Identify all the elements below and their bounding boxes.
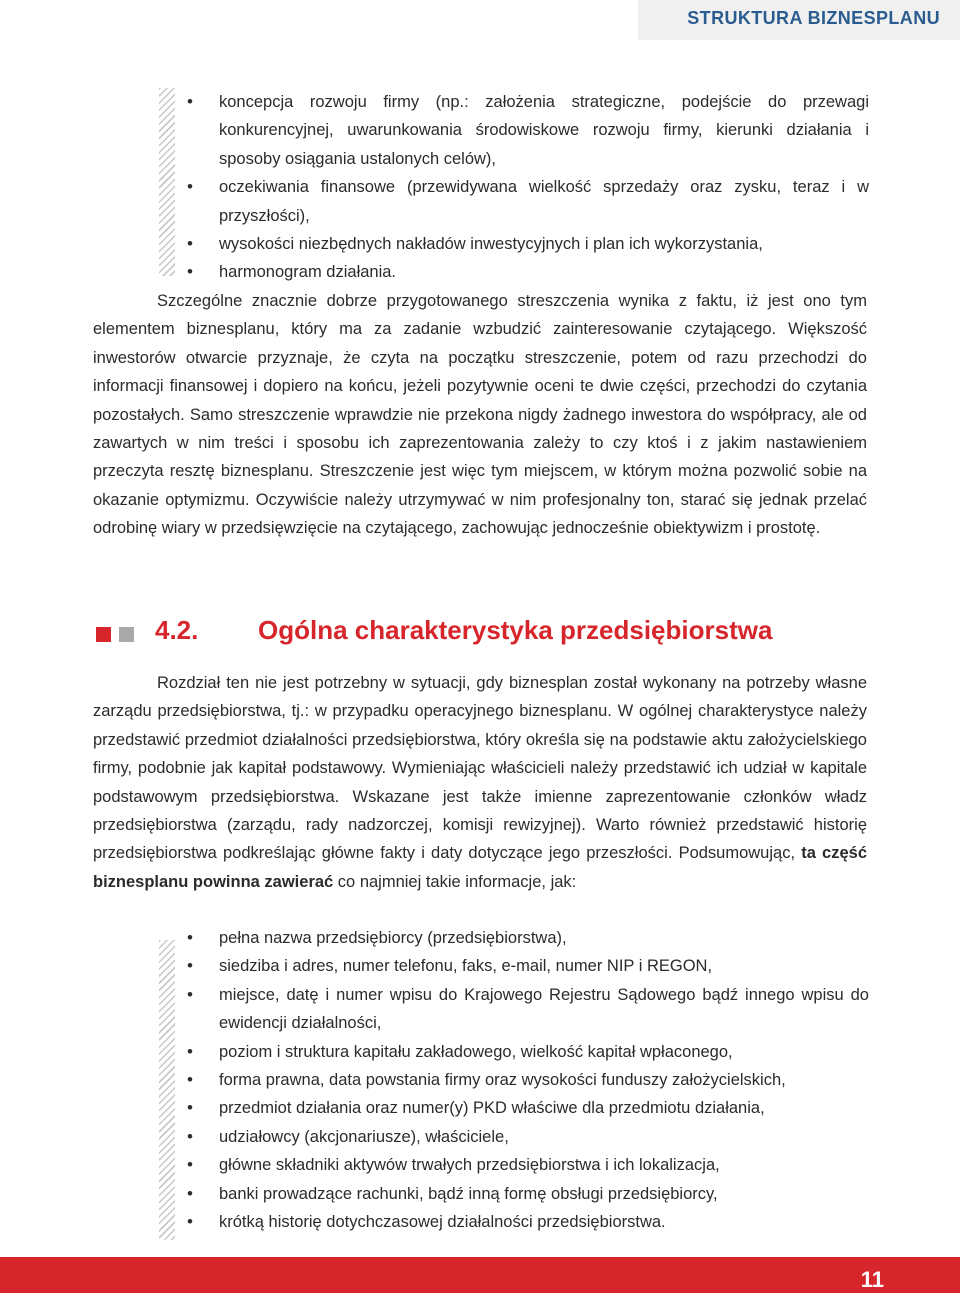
- red-square-icon: [96, 627, 111, 642]
- page-header: [0, 0, 960, 40]
- grey-square-icon: [119, 627, 134, 642]
- list-item: • banki prowadzące rachunki, bądź inną formę obsługi przedsiębiorcy,: [219, 1180, 869, 1208]
- page-number: 11: [860, 1267, 884, 1292]
- paragraph-text-end: co najmniej takie informacje, jak:: [333, 872, 577, 891]
- list-item: • przedmiot działania oraz numer(y) PKD właściwe dla przedmiotu działania,: [219, 1094, 869, 1122]
- bullet-list-top: [219, 88, 869, 287]
- section-title: Ogólna charakterystyka przedsiębiorstwa: [258, 615, 773, 645]
- paragraph-bold-phrase: ta część biznesplanu powinna zawierać: [93, 844, 867, 891]
- paragraph-text: Szczególne znacznie dobrze przygotowanego streszczenia wynika z faktu, iż jest ono tym elementem biznesplanu, który ma za zadanie wzbudzić zainteresowanie czytającego. Większość inwestorów otwarcie przyznaje, że czyta na początku streszczenie, potem od razu przechodzi do informacji finansowej i dopiero na końcu, jeżeli pozytywnie oceni te dwie części, przechodzi do czytania pozostałych. Samo streszczenie wprawdzie nie przekona nigdy żadnego inwestora do współpracy, ale od zawartych w nim treści i sposobu ich zaprezentowania zależy to czy ktoś i z jakim nastawieniem przeczyta resztę biznesplanu. Streszczenie jest więc tym miejscem, w którym można pozwolić sobie na okazanie optymizmu. Oczywiście należy utrzymywać w nim profesjonalny ton, starać się jednak przelać odrobinę wiary w przedsięwzięcie na czytającego, zachowując jednocześnie obiektywizm i prostotę.: [93, 292, 867, 538]
- paragraph-text: [93, 669, 867, 896]
- header-tab: [638, 0, 960, 40]
- hatch-decoration-top: [159, 88, 175, 276]
- list-item: • forma prawna, data powstania firmy oraz wysokości funduszy założycielskich,: [219, 1066, 869, 1094]
- list-item: • główne składniki aktywów trwałych przedsiębiorstwa i ich lokalizacja,: [219, 1151, 869, 1179]
- bullet-list-bottom: [219, 924, 869, 1236]
- hatch-decoration-bottom: [159, 940, 175, 1240]
- body-paragraph-2: [93, 669, 867, 896]
- running-header-title: STRUKTURA BIZNESPLANU: [687, 8, 940, 28]
- list-item: • udziałowcy (akcjonariusze), właściciele,: [219, 1123, 869, 1151]
- list-item: • wysokości niezbędnych nakładów inwestycyjnych i plan ich wykorzystania,: [219, 230, 869, 258]
- list-item: • pełna nazwa przedsiębiorcy (przedsiębiorstwa),: [219, 924, 869, 952]
- section-heading: [96, 612, 856, 652]
- list-item: • harmonogram działania.: [219, 258, 869, 286]
- list-item: • siedziba i adres, numer telefonu, faks, e-mail, numer NIP i REGON,: [219, 952, 869, 980]
- section-number: 4.2.: [155, 615, 199, 645]
- paragraph-text-start: Rozdział ten nie jest potrzebny w sytuacji, gdy biznesplan został wykonany na potrzeby własne zarządu przedsiębiorstwa, tj.: w przypadku operacyjnego biznesplanu. W ogólnej charakterystyce należy przedstawić przedmiot działalności przedsiębiorstwa, który określa się na podstawie aktu założycielskiego firmy, podobnie jak kapitał podstawowy. Wymieniając właścicieli należy przedstawić ich udział w kapitale podstawowym przedsiębiorstwa. Wskazane jest także imienne zaprezentowanie członków władz przedsiębiorstwa (zarządu, rady nadzorczej, komisji rewizyjnej). Warto również przedstawić historię przedsiębiorstwa podkreślając główne fakty i daty dotyczące jego przeszłości. Podsumowując,: [93, 674, 867, 863]
- page-footer: [0, 1257, 960, 1293]
- list-item: • miejsce, datę i numer wpisu do Krajowego Rejestru Sądowego bądź innego wpisu do ewidencji działalności,: [219, 981, 869, 1038]
- list-item: • poziom i struktura kapitału zakładowego, wielkość kapitał wpłaconego,: [219, 1038, 869, 1066]
- list-item: • krótką historię dotychczasowej działalności przedsiębiorstwa.: [219, 1208, 869, 1236]
- body-paragraph-1: [93, 287, 867, 543]
- list-item: • koncepcja rozwoju firmy (np.: założenia strategiczne, podejście do przewagi konkurencyjnej, uwarunkowania środowiskowe rozwoju firmy, kierunki działania i sposoby osiągania ustalonych celów),: [219, 88, 869, 173]
- list-item: • oczekiwania finansowe (przewidywana wielkość sprzedaży oraz zysku, teraz i w przyszłości),: [219, 173, 869, 230]
